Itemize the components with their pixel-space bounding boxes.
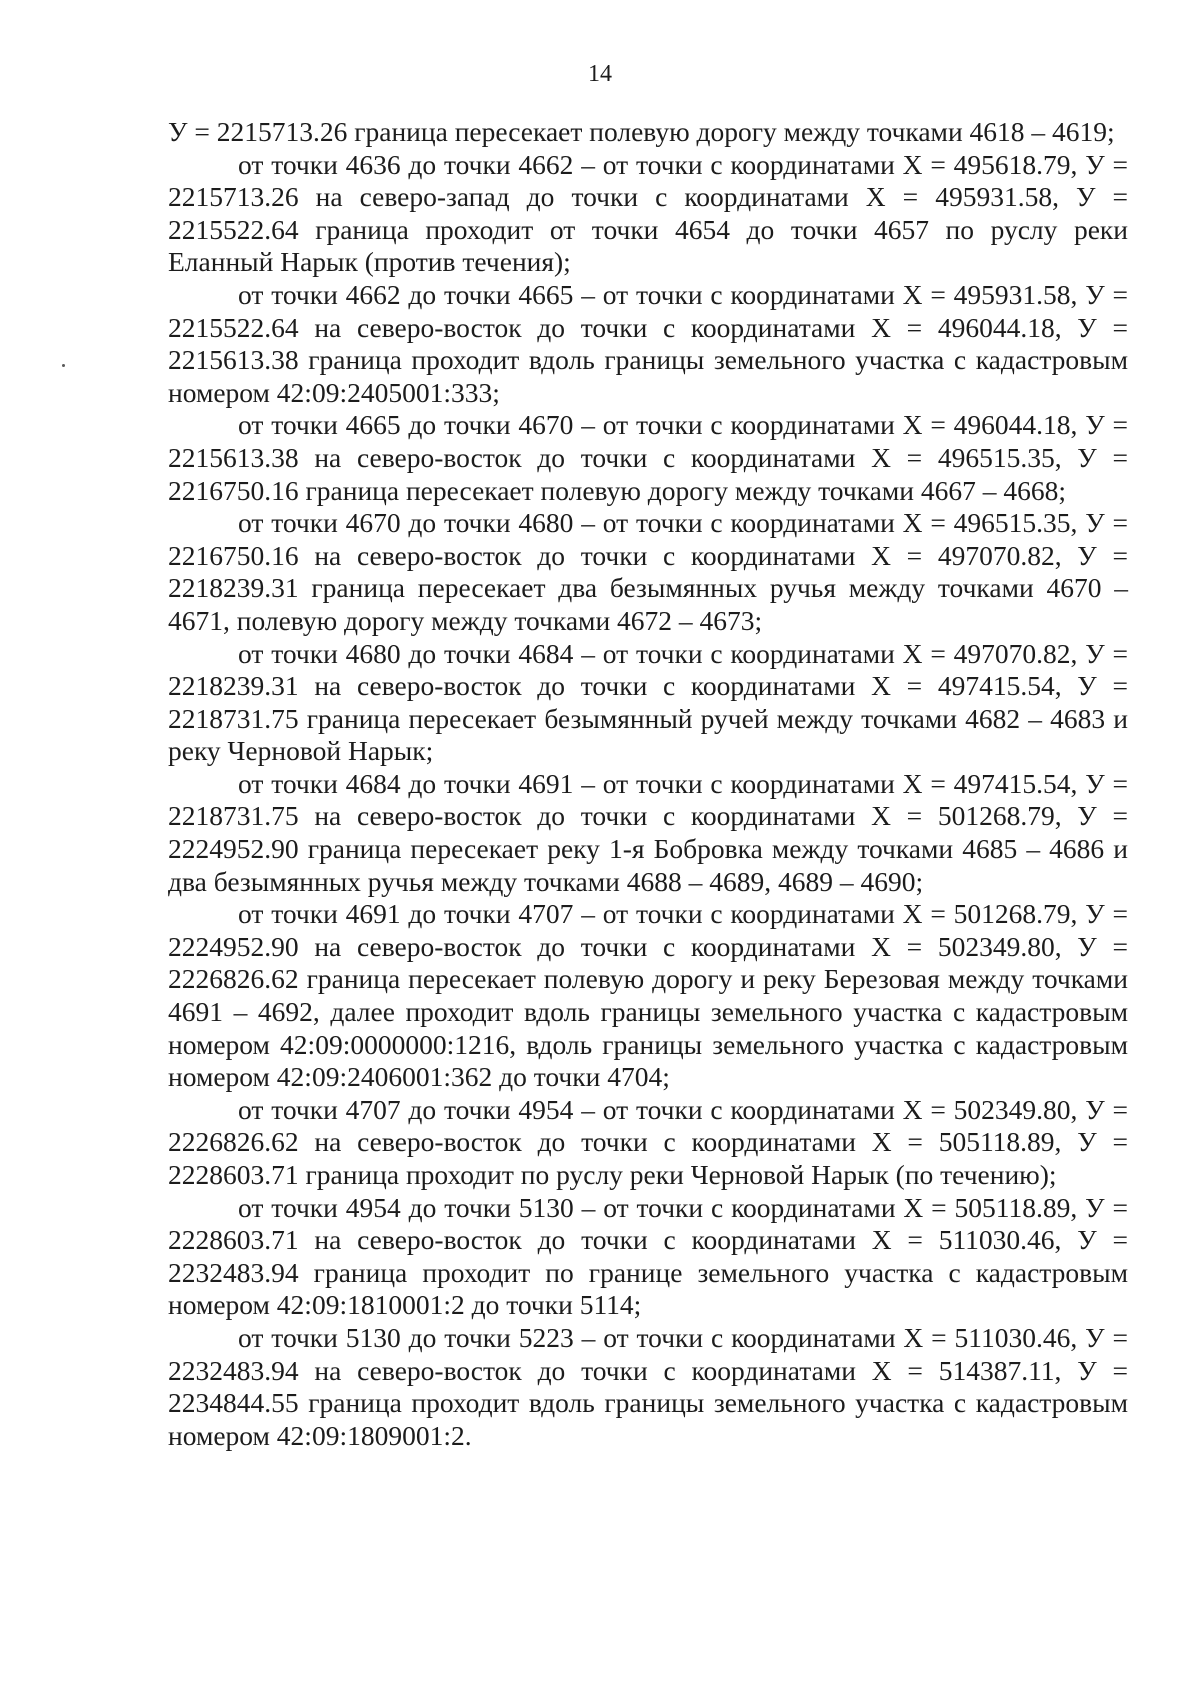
paragraph-segment-4684-4691: от точки 4684 до точки 4691 – от точки с координатами Х = 497415.54, У = 2218731.75 на северо-восток до точки с координатами Х = 501268.79, У = 2224952.90 граница пересекает реку 1-я Бобровка между точками 4685 – 4686 и два безымянных ручья между точками 4688 – 4689, 4689 – 4690;: [168, 767, 1128, 897]
paragraph-segment-4670-4680: от точки 4670 до точки 4680 – от точки с координатами Х = 496515.35, У = 2216750.16 на северо-восток до точки с координатами Х = 497070.82, У = 2218239.31 граница пересекает два безымянных ручья между точками 4670 – 4671, полевую дорогу между точками 4672 – 4673;: [168, 507, 1128, 636]
paragraph-segment-4662-4665: от точки 4662 до точки 4665 – от точки с координатами Х = 495931.58, У = 2215522.64 на северо-восток до точки с координатами Х = 496044.18, У = 2215613.38 граница проходит вдоль границы земельного участка с кадастровым номером 42:09:2405001:333;: [168, 278, 1128, 408]
page-number: 14: [588, 61, 612, 87]
document-body: [168, 116, 1128, 1452]
paragraph-segment-4636-4662: от точки 4636 до точки 4662 – от точки с координатами Х = 495618.79, У = 2215713.26 на северо-запад до точки с координатами Х = 495931.58, У = 2215522.64 граница проходит от точки 4654 до точки 4657 по руслу реки Еланный Нарык (против течения);: [168, 148, 1128, 278]
paragraph-segment-4680-4684: от точки 4680 до точки 4684 – от точки с координатами Х = 497070.82, У = 2218239.31 на северо-восток до точки с координатами Х = 497415.54, У = 2218731.75 граница пересекает безымянный ручей между точками 4682 – 4683 и реку Черновой Нарык;: [168, 637, 1128, 767]
paragraph-segment-4665-4670: от точки 4665 до точки 4670 – от точки с координатами Х = 496044.18, У = 2215613.38 на северо-восток до точки с координатами Х = 496515.35, У = 2216750.16 граница пересекает полевую дорогу между точками 4667 – 4668;: [168, 409, 1128, 506]
paragraph-segment-4707-4954: от точки 4707 до точки 4954 – от точки с координатами Х = 502349.80, У = 2226826.62 на северо-восток до точки с координатами Х = 505118.89, У = 2228603.71 граница проходит по руслу реки Черновой Нарык (по течению);: [168, 1093, 1128, 1190]
paragraph-continuation: У = 2215713.26 граница пересекает полевую дорогу между точками 4618 – 4619;: [168, 116, 1115, 147]
paragraph-segment-5130-5223: от точки 5130 до точки 5223 – от точки с координатами Х = 511030.46, У = 2232483.94 на северо-восток до точки с координатами Х = 514387.11, У = 2234844.55 граница проходит вдоль границы земельного участка с кадастровым номером 42:09:1809001:2.: [168, 1321, 1128, 1451]
paragraph-segment-4691-4707: от точки 4691 до точки 4707 – от точки с координатами Х = 501268.79, У = 2224952.90 на северо-восток до точки с координатами Х = 502349.80, У = 2226826.62 граница пересекает полевую дорогу и реку Березовая между точками 4691 – 4692, далее проходит вдоль границы земельного участка с кадастровым номером 42:09:0000000:1216, вдоль границы земельного участка с кадастровым номером 42:09:2406001:362 до точки 4704;: [168, 898, 1128, 1093]
scan-artifact-dot: [62, 364, 65, 367]
paragraph-segment-4954-5130: от точки 4954 до точки 5130 – от точки с координатами Х = 505118.89, У = 2228603.71 на северо-восток до точки с координатами Х = 511030.46, У = 2232483.94 граница проходит по границе земельного участка с кадастровым номером 42:09:1810001:2 до точки 5114;: [168, 1191, 1128, 1321]
